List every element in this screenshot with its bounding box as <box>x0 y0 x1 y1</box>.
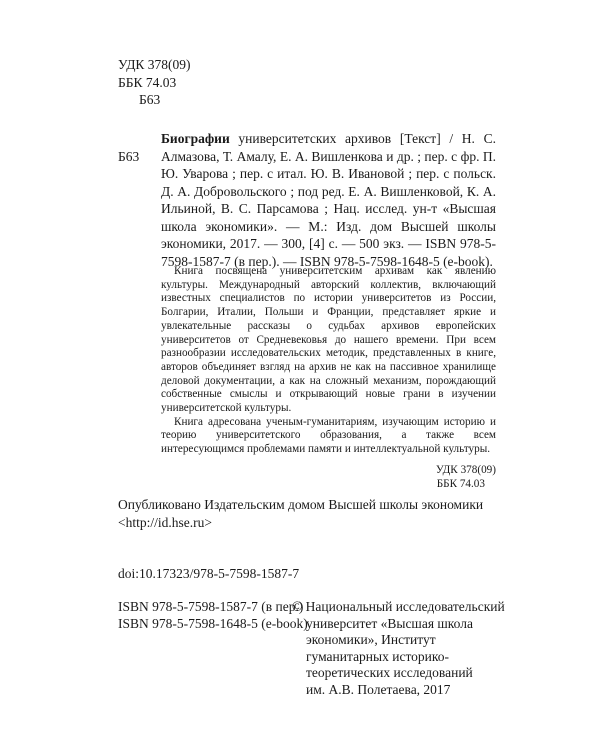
catalog-record <box>118 130 496 270</box>
catalog-entry <box>161 130 496 270</box>
annotation <box>161 265 496 492</box>
catalog-description: университетских архивов [Текст] / Н. С. Алмазова, Т. Амалу, Е. А. Вишленкова и др. ; пер. с фр. П. Ю. Уварова ; пер. с итал. Ю. В. Ивановой ; пер. с польск. Д. А. Добровольского ; под ред. Е. А. Вишленковой, К. А. Ильиной, В. С. Парсамова ; Нац. исслед. ун-т «Высшая школа экономики». — М.: Изд. дом Высшей школы экономики, 2017. — 300, [4] с. — 500 экз. — ISBN 978-5-7598-1587-7 (в пер.). — ISBN 978-5-7598-1648-5 (e-book). <box>161 131 496 269</box>
publisher-info <box>118 496 483 531</box>
annotation-codes <box>161 463 496 492</box>
annotation-paragraph-1: Книга посвящена университетским архивам как явлению культуры. Международный авторский коллектив, включающий известных специалистов по истории университетов из России, Болгарии, Италии, Польши и Франции, представляет яркие и увлекательные рассказы о судьбах архивов европейских университетов от Средневековья до нашего времени. При всем разнообразии исследовательских методик, представленных в книге, авторов объединяет взгляд на архив не как на пассивное хранилище деловой документации, а как на сложный механизм, порождающий собственные смыслы и открывающий новые грани в изучении университетской культуры. <box>161 265 496 415</box>
copyright-line-1: © Национальный исследовательский <box>292 599 505 614</box>
annotation-udk: УДК 378(09) <box>435 463 496 476</box>
copyright-notice <box>292 599 532 698</box>
bbk-code: ББК 74.03 <box>118 74 177 90</box>
classification-codes <box>118 56 191 109</box>
catalog-author-mark: Б63 <box>118 148 140 164</box>
isbn-print: ISBN 978-5-7598-1587-7 (в пер.) <box>118 599 304 614</box>
doi: doi:10.17323/978-5-7598-1587-7 <box>118 566 300 581</box>
author-mark: Б63 <box>139 92 161 107</box>
isbn-ebook: ISBN 978-5-7598-1648-5 (e-book) <box>118 615 308 631</box>
isbn-list <box>118 599 308 632</box>
copyright-line-5: теоретических исследований <box>306 665 473 680</box>
annotation-paragraph-2: Книга адресована ученым-гуманитариям, изучающим историю и теорию университетского образования, а также всем интересующимся проблемами памяти и интеллектуальной культуры. <box>161 415 496 456</box>
annotation-bbk: ББК 74.03 <box>436 478 485 491</box>
publisher-line: Опубликовано Издательским домом Высшей школы экономики <box>118 497 484 512</box>
copyright-line-2: университет «Высшая школа <box>306 615 473 631</box>
publisher-url[interactable]: <http://id.hse.ru> <box>118 514 212 530</box>
copyright-line-4: гуманитарных историко- <box>306 648 450 664</box>
copyright-line-6: им. А.В. Полетаева, 2017 <box>306 681 451 697</box>
copyright-line-3: экономики», Институт <box>306 632 436 647</box>
book-title: Биографии <box>161 131 230 146</box>
udk-code: УДК 378(09) <box>118 57 191 72</box>
